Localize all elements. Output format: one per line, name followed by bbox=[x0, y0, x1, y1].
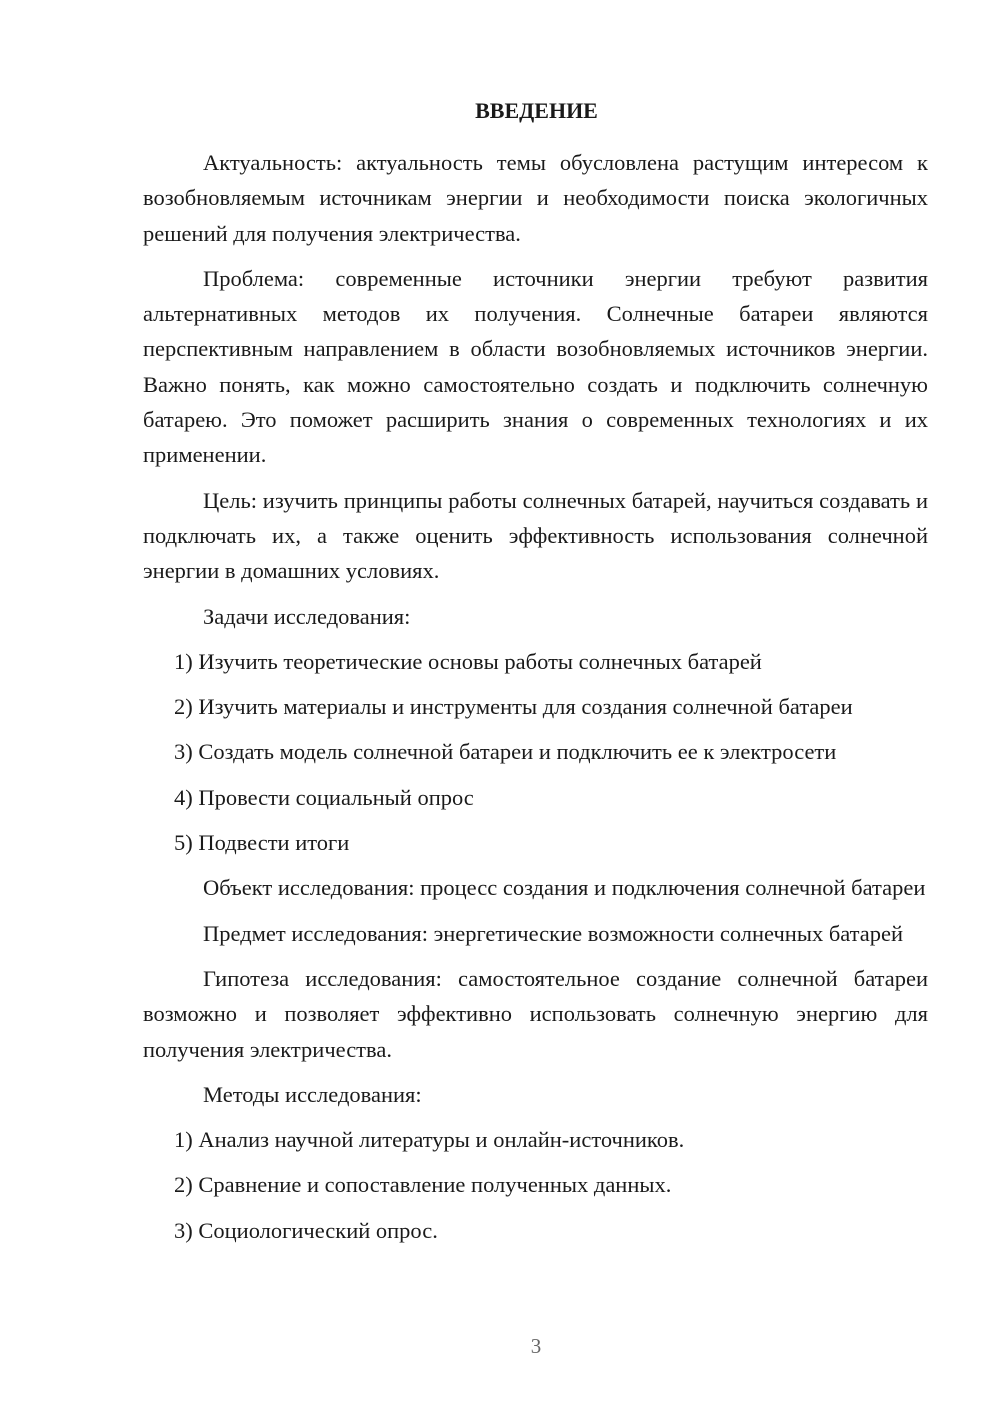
method-item: 3) Социологический опрос. bbox=[174, 1217, 438, 1243]
methods-list bbox=[143, 1122, 928, 1248]
tasks-list bbox=[143, 644, 928, 860]
hypothesis-paragraph: Гипотеза исследования: самостоятельное создание солнечной батареи возможно и позволяет эффективно использовать солнечную энергию для получения электричества. bbox=[143, 965, 928, 1062]
object-paragraph: Объект исследования: процесс создания и подключения солнечной батареи bbox=[203, 875, 926, 901]
page-number: 3 bbox=[530, 1334, 542, 1358]
task-item: 5) Подвести итоги bbox=[174, 830, 350, 856]
task-item: 1) Изучить теоретические основы работы солнечных батарей bbox=[174, 648, 762, 674]
problem-paragraph: Проблема: современные источники энергии требуют развития альтернативных методов их получения. Солнечные батареи являются перспективным направлением в области возобновляемых источников энергии. Важно понять, как можно самостоятельно создать и подключить солнечную батарею. Это поможет расширить знания о современных технологиях и их применении. bbox=[143, 265, 928, 468]
subject-paragraph: Предмет исследования: энергетические возможности солнечных батарей bbox=[203, 920, 904, 946]
methods-label: Методы исследования: bbox=[203, 1081, 422, 1107]
method-item: 2) Сравнение и сопоставление полученных данных. bbox=[174, 1172, 672, 1198]
section-title: ВВЕДЕНИЕ bbox=[475, 98, 598, 123]
task-item: 3) Создать модель солнечной батареи и подключить ее к электросети bbox=[174, 739, 837, 765]
task-item: 4) Провести социальный опрос bbox=[174, 784, 474, 810]
tasks-label: Задачи исследования: bbox=[203, 603, 411, 629]
method-item: 1) Анализ научной литературы и онлайн-источников. bbox=[174, 1127, 685, 1153]
relevance-paragraph: Актуальность: актуальность темы обусловлена растущим интересом к возобновляемым источникам энергии и необходимости поиска экологичных решений для получения электричества. bbox=[143, 150, 928, 246]
task-item: 2) Изучить материалы и инструменты для создания солнечной батареи bbox=[174, 694, 853, 720]
document-page bbox=[143, 96, 928, 1258]
goal-paragraph: Цель: изучить принципы работы солнечных батарей, научиться создавать и подключать их, а также оценить эффективность использования солнечной энергии в домашних условиях. bbox=[143, 487, 928, 584]
